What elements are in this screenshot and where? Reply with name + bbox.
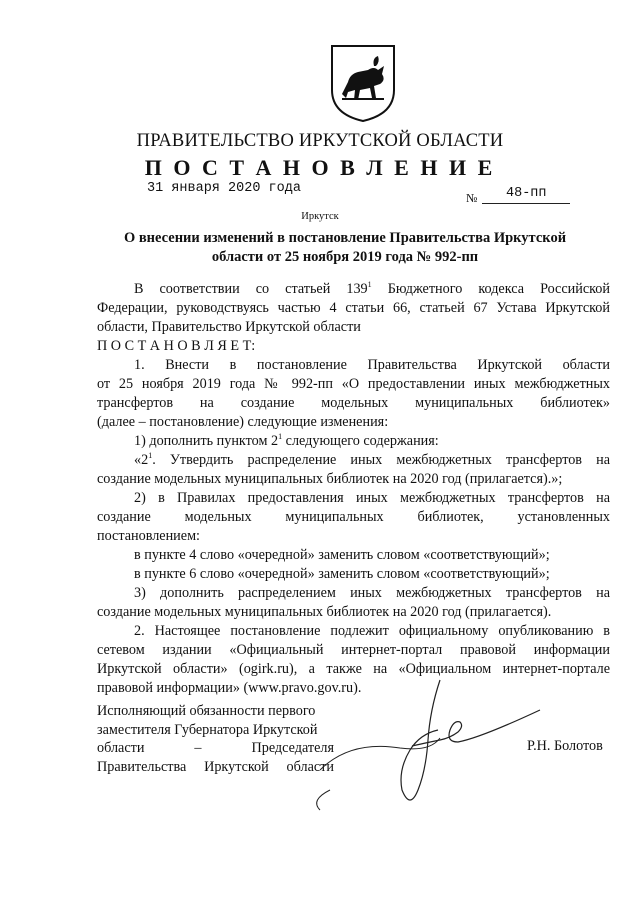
signatory-line: области – Председателя	[97, 740, 334, 756]
number-underline	[482, 203, 570, 204]
body-line: 1) дополнить пунктом $2^1$ следующего содержания:	[134, 432, 439, 449]
body-line: «$2^1$. Утвердить распределение иных межбюджетных трансфертов на	[134, 451, 610, 468]
signatory-name: Р.Н. Болотов	[527, 738, 603, 754]
body-line: от 25 ноября 2019 года № 992-пп «О предоставлении иных межбюджетных	[97, 376, 610, 392]
body-line: Иркутской области» (ogirk.ru), а также на «Официальном интернет-портале	[97, 661, 610, 677]
government-name: ПРАВИТЕЛЬСТВО ИРКУТСКОЙ ОБЛАСТИ	[136, 131, 504, 151]
body-line: Федерации, руководствуясь частью 4 статьи 66, статьей 67 Устава Иркутской	[97, 300, 610, 316]
signatory-line: Исполняющий обязанности первого	[97, 703, 316, 719]
document-number: 48-пп	[506, 186, 547, 201]
body-line: в пункте 6 слово «очередной» заменить словом «соответствующий»;	[134, 566, 550, 582]
body-line: (далее – постановление) следующие изменения:	[97, 414, 389, 430]
decree-word: П О С Т А Н О В Л Я Е Т:	[97, 338, 256, 354]
handwritten-signature	[290, 670, 550, 820]
body-line: 2) в Правилах предоставления иных межбюджетных трансфертов на	[134, 490, 610, 506]
signatory-line: Правительства Иркутской области	[97, 758, 334, 775]
body-line: 3) дополнить распределением иных межбюджетных трансфертов на	[134, 585, 610, 601]
document-body	[97, 280, 610, 698]
body-line: создание модельных муниципальных библиотек, установленных	[97, 509, 610, 525]
body-line: правовой информации» (www.pravo.gov.ru).	[97, 680, 362, 696]
document-type: П О С Т А Н О В Л Е Н И Е	[144, 155, 496, 180]
coat-of-arms-emblem	[328, 42, 398, 124]
body-line: постановлением:	[97, 528, 200, 544]
body-line: сетевом издании «Официальный интернет-портал правовой информации	[97, 642, 610, 658]
body-line: 1. Внести в постановление Правительства Иркутской области	[134, 357, 610, 373]
document-date: 31 января 2020 года	[147, 181, 301, 196]
city: Иркутск	[301, 211, 339, 222]
body-line: области, Правительство Иркутской области	[97, 319, 361, 335]
signatory-line: заместителя Губернатора Иркутской	[97, 721, 318, 738]
body-line: В соответствии со статьей $139^1$ Бюджетного кодекса Российской	[134, 280, 610, 297]
body-line: создание модельных муниципальных библиотек на 2020 год (прилагается).»;	[97, 471, 563, 487]
body-line: 2. Настоящее постановление подлежит официальному опубликованию в	[134, 623, 610, 639]
title-line: области от 25 ноября 2019 года № 992-пп	[211, 249, 479, 265]
body-line: в пункте 4 слово «очередной» заменить словом «соответствующий»;	[134, 547, 550, 563]
title-line: О внесении изменений в постановление Правительства Иркутской	[123, 230, 567, 246]
body-line: создание модельных муниципальных библиотек на 2020 год (прилагается).	[97, 604, 552, 620]
document-title	[100, 229, 590, 267]
number-sign: №	[466, 191, 478, 205]
body-line: трансфертов на создание модельных муниципальных библиотек»	[97, 395, 610, 411]
